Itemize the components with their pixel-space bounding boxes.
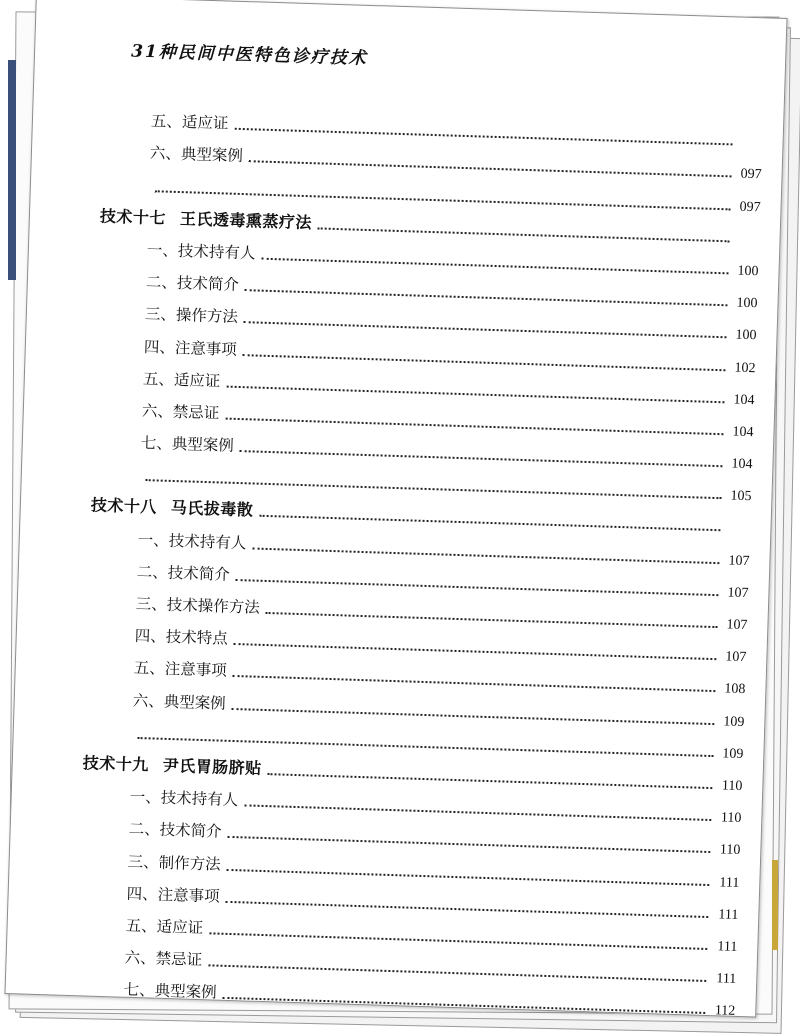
toc-entry-label: 二、技术简介: [136, 562, 231, 584]
toc-page-number: 108: [724, 681, 746, 698]
toc-page-number: 107: [728, 553, 750, 569]
toc-page-number: 104: [733, 392, 755, 408]
toc-page-number: 109: [722, 746, 744, 762]
toc-entry-label: 三、制作方法: [127, 852, 221, 874]
toc-page-number: 102: [734, 360, 756, 376]
toc-page-number: 100: [736, 295, 758, 312]
toc-chapter-title: 尹氏胃肠脐贴: [162, 755, 263, 778]
running-head: 31种民间中医特色诊疗技术: [130, 41, 369, 69]
toc-page-number: 100: [737, 263, 759, 280]
book-cover-edge: [772, 860, 778, 950]
toc-chapter-title: 马氏拔毒散: [170, 498, 254, 520]
toc-entry-label: 四、注意事项: [126, 884, 220, 906]
toc-page-number: 107: [727, 585, 749, 601]
toc-chapter-number: 技术十七: [99, 206, 167, 228]
toc-page-number: 104: [731, 456, 753, 473]
toc-entry-label: 五、适应证: [142, 369, 221, 391]
toc-entry-label: 七、典型案例: [140, 434, 235, 455]
toc-entry-label: 一、技术持有人: [129, 787, 239, 810]
toc-entry-label: 六、典型案例: [132, 691, 227, 713]
toc-page-number: 097: [739, 199, 761, 215]
toc-chapter-title: 王氏透毒熏蒸疗法: [179, 208, 313, 232]
toc-page-number: 097: [740, 167, 762, 183]
toc-entry-label: 一、技术持有人: [146, 240, 256, 263]
toc-page-number: 112: [714, 1003, 736, 1020]
toc-page-number: 111: [717, 939, 738, 955]
toc-page-number: 110: [721, 778, 743, 794]
toc-page-number: 100: [735, 327, 757, 344]
toc-entry-label: 四、注意事项: [143, 337, 238, 359]
toc-page-number: 111: [716, 971, 737, 987]
toc-entry-label: 五、适应证: [125, 916, 204, 938]
toc-entry-label: 三、操作方法: [144, 305, 239, 327]
toc-entry-label: 二、技术简介: [145, 273, 240, 295]
toc-entry-label: 二、技术简介: [128, 820, 222, 841]
toc-page-number: 109: [723, 713, 745, 730]
toc-entry-label: 六、禁忌证: [124, 948, 203, 970]
toc-page-number: 107: [726, 617, 748, 634]
book-cover-edge: [8, 60, 16, 280]
book-page: [4, 0, 787, 1018]
toc-chapter-number: 技术十九: [82, 753, 150, 775]
table-of-contents: [75, 102, 763, 1024]
toc-page-number: 110: [719, 842, 741, 859]
toc-entry-label: 五、适应证: [150, 112, 229, 133]
toc-page-number: 105: [730, 488, 752, 505]
toc-page-number: 111: [719, 874, 740, 891]
toc-entry-label: 一、技术持有人: [137, 530, 247, 552]
toc-page-number: 111: [718, 907, 739, 923]
toc-entry-label: 六、禁忌证: [141, 401, 220, 423]
toc-entry-label: 四、技术特点: [134, 627, 229, 648]
toc-page-number: 110: [720, 810, 742, 827]
toc-entry-label: 七、典型案例: [123, 980, 217, 1002]
toc-chapter-number: 技术十八: [90, 495, 158, 517]
toc-entry-label: 五、注意事项: [133, 659, 228, 681]
toc-page-number: 104: [732, 424, 754, 441]
toc-entry-label: 三、技术操作方法: [135, 594, 261, 617]
toc-page-number: 107: [725, 649, 747, 666]
toc-entry-label: 六、典型案例: [149, 144, 244, 166]
